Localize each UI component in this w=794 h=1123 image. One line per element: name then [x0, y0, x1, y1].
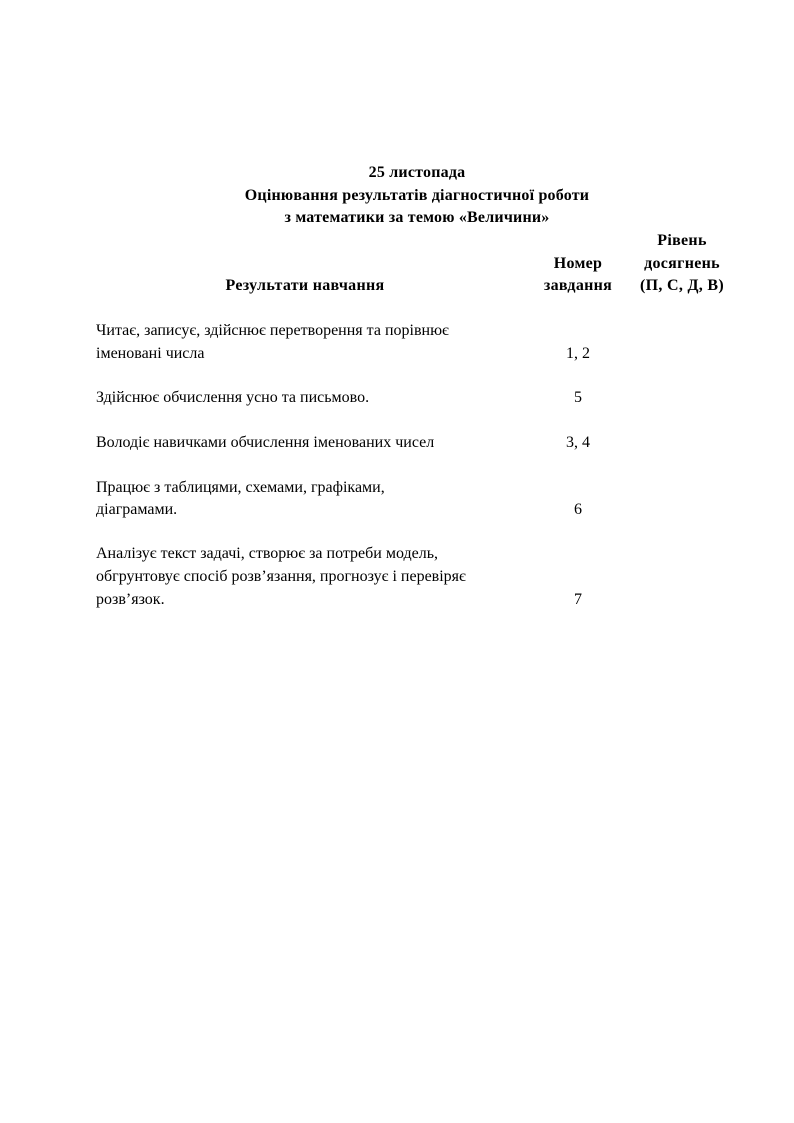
row-1-text-line-2: іменовані числа [96, 345, 205, 362]
row-5-task-number: 7 [574, 591, 582, 608]
row-5-text-line-3: розв’язок. [96, 591, 165, 608]
column-header-level-line-3: (П, С, Д, В) [640, 277, 724, 294]
column-header-level-line-1: Рівень [657, 232, 707, 249]
row-4-text-line-1: Працює з таблицями, схемами, графіками, [96, 479, 385, 496]
row-3-task-number: 3, 4 [566, 434, 590, 451]
row-5-text-line-1: Аналізує текст задачі, створює за потреби модель, [96, 545, 439, 562]
row-4-task-number: 6 [574, 501, 582, 518]
column-header-level-line-2: досягнень [644, 255, 720, 272]
column-header-task-number-line-2: завдання [543, 277, 613, 294]
row-2-task-number: 5 [574, 389, 582, 406]
column-header-task-number-line-1: Номер [553, 255, 603, 272]
row-5-text-line-2: обгрунтовує спосіб розв’язання, прогнозує і перевіряє [96, 568, 466, 585]
row-3-text-line-1: Володіє навичками обчислення іменованих чисел [96, 434, 435, 451]
row-1-text-line-1: Читає, записує, здійснює перетворення та порівнює [96, 322, 449, 339]
document-date: 25 листопада [368, 164, 466, 181]
row-1-task-number: 1, 2 [566, 345, 590, 362]
document-title-line-1: Оцінювання результатів діагностичної роботи [244, 187, 590, 204]
row-4-text-line-2: діаграмами. [96, 501, 178, 518]
document-title-line-2: з математики за темою «Величини» [284, 209, 550, 226]
column-header-results: Результати навчання [225, 277, 385, 294]
row-2-text-line-1: Здійснює обчислення усно та письмово. [96, 389, 370, 406]
